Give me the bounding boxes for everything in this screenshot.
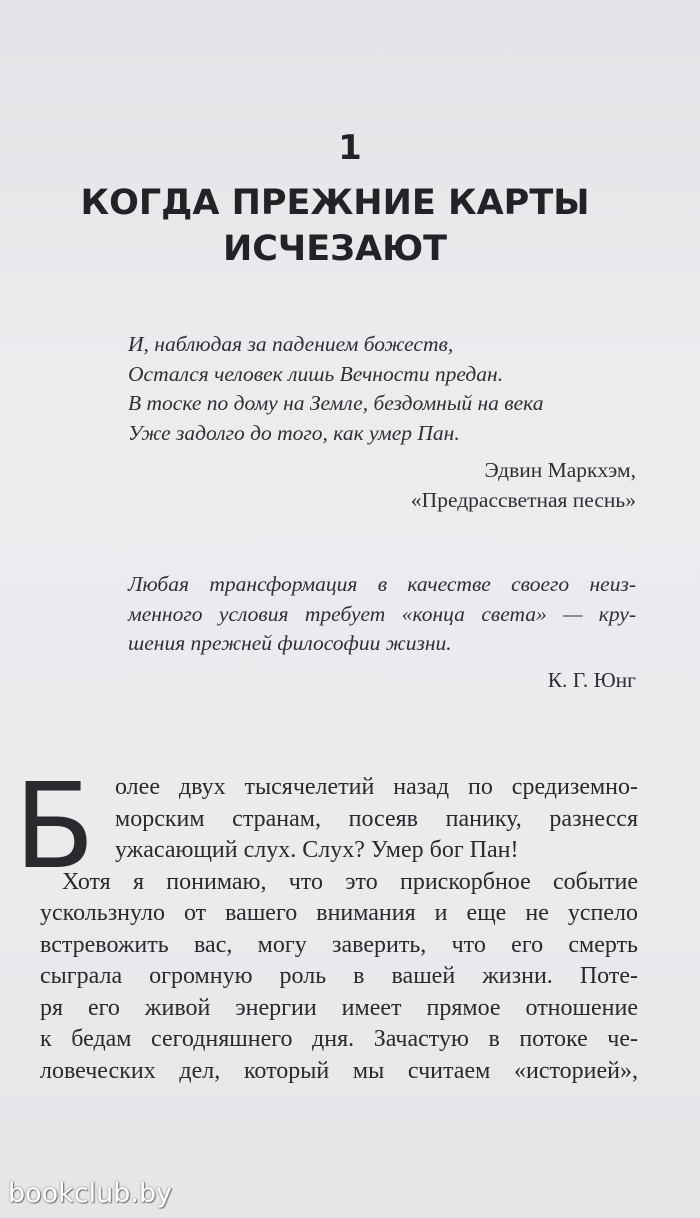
epigraph-source: «Предрассветная песнь»: [410, 487, 636, 512]
epigraph-line: шения прежней философии жизни.: [128, 631, 452, 655]
body-line: морским странам, посеяв панику, разнесся: [115, 805, 638, 832]
body-line: ужасающий слух. Слух? Умер бог Пан!: [115, 837, 519, 863]
epigraph-poem: [128, 330, 636, 448]
epigraph-quote: [128, 570, 636, 659]
site-watermark: bookclub.by: [8, 1178, 173, 1209]
body-paragraphs: [40, 772, 638, 1087]
chapter-title: [0, 180, 670, 272]
epigraph-attribution: [548, 666, 636, 696]
chapter-number: 1: [338, 128, 362, 168]
body-line: ря его живой энергии имеет прямое отношение: [40, 994, 638, 1021]
epigraph-line: Уже задолго до того, как умер Пан.: [128, 420, 460, 445]
body-line: ускользнуло от вашего внимания и еще не успело: [40, 900, 638, 926]
body-line: к бедам сегодняшнего дня. Зачастую в потоке че-: [40, 1026, 638, 1052]
drop-cap: Б: [14, 757, 95, 895]
body-line: Хотя я понимаю, что это прискорбное событие: [62, 868, 638, 895]
chapter-title-line: КОГДА ПРЕЖНИЕ КАРТЫ: [80, 183, 590, 223]
body-line: сыграла огромную роль в вашей жизни. Поте-: [40, 963, 638, 989]
chapter-title-line: ИСЧЕЗАЮТ: [222, 229, 448, 269]
epigraph-author: К. Г. Юнг: [547, 668, 636, 692]
epigraph-line: Любая трансформация в качестве своего неиз-: [128, 572, 636, 596]
body-line: олее двух тысячелетий назад по средиземно-: [115, 774, 638, 800]
epigraph-line: менного условия требует «конца света» — кру-: [128, 601, 636, 626]
epigraph-line: И, наблюдая за падением божеств,: [128, 332, 454, 356]
body-line: ловеческих дел, который мы считаем «историей»,: [40, 1057, 638, 1084]
epigraph-attribution: [411, 456, 636, 515]
epigraph-line: Остался человек лишь Вечности предан.: [128, 361, 504, 386]
body-line: встревожить вас, могу заверить, что его смерть: [40, 931, 638, 958]
epigraph-author: Эдвин Маркхэм,: [484, 458, 636, 482]
epigraph-line: В тоске по дому на Земле, бездомный на века: [128, 391, 544, 415]
